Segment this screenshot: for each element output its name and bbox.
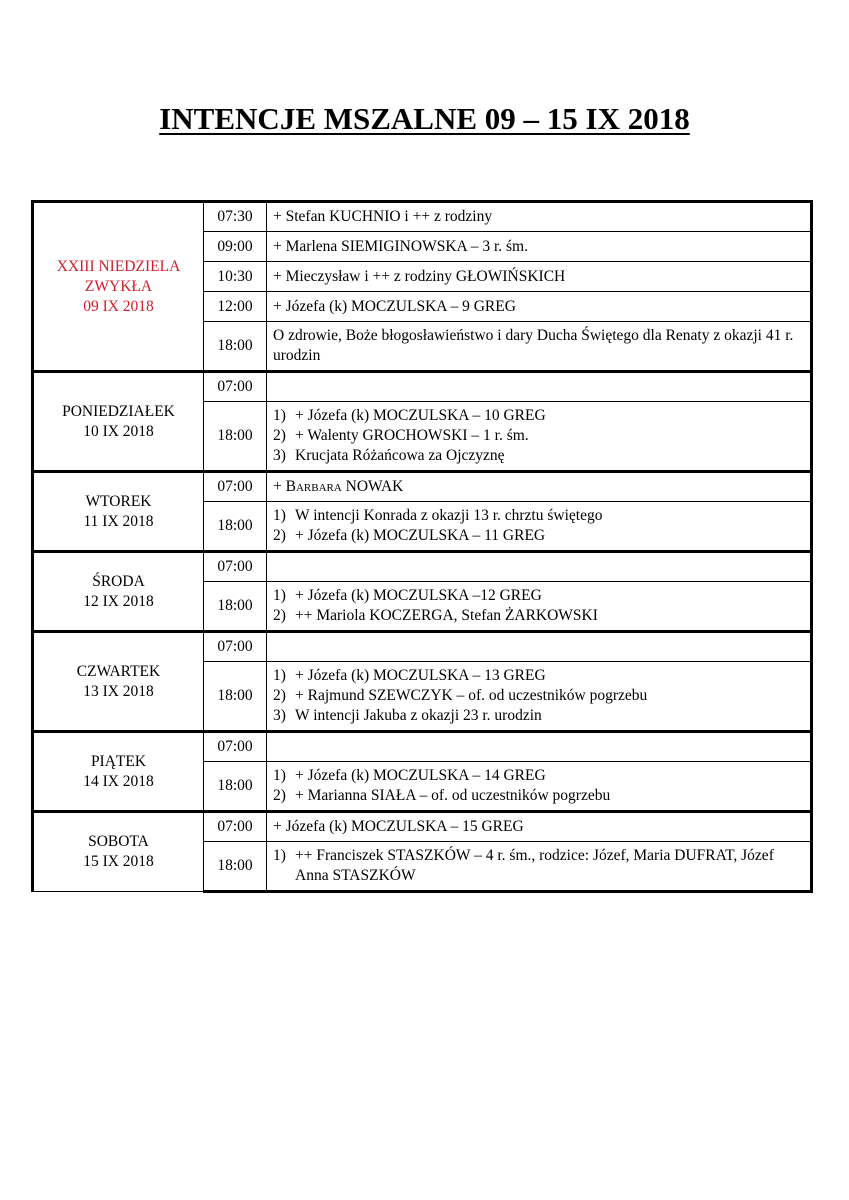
mass-intention: O zdrowie, Boże błogosławieństwo i dary Ducha Świętego dla Renaty z okazji 41 r. urodzin: [267, 322, 812, 372]
intention-item: [273, 446, 805, 466]
item-text: W intencji Konrada z okazji 13 r. chrztu świętego: [295, 507, 603, 524]
day-name: PONIEDZIAŁEK: [62, 402, 175, 420]
mass-row: [33, 812, 812, 842]
mass-time: 18:00: [204, 662, 267, 732]
mass-intention: + Marlena SIEMIGINOWSKA – 3 r. śm.: [267, 232, 812, 262]
mass-time: 07:00: [204, 372, 267, 402]
mass-intention-list: [267, 582, 812, 632]
day-date: 12 IX 2018: [83, 592, 154, 610]
mass-row: [33, 372, 812, 402]
item-text: + Józefa (k) MOCZULSKA – 11 GREG: [295, 527, 546, 544]
day-name: ŚRODA: [92, 572, 145, 590]
day-date: 10 IX 2018: [83, 422, 154, 440]
day-cell-tuesday: [33, 472, 204, 552]
item-number: 1): [273, 507, 286, 524]
mass-intention-list: [267, 402, 812, 472]
mass-time: 07:00: [204, 732, 267, 762]
mass-row: [33, 472, 812, 502]
mass-time: 07:00: [204, 632, 267, 662]
intention-item: [273, 526, 805, 546]
day-name: SOBOTA: [88, 833, 149, 850]
day-name-line: ZWYKŁA: [84, 277, 153, 295]
mass-intention-list: [267, 662, 812, 732]
item-text: + Józefa (k) MOCZULSKA – 14 GREG: [295, 767, 546, 784]
mass-time: 07:00: [204, 812, 267, 842]
item-number: 1): [273, 407, 286, 424]
item-text: + Marianna SIAŁA – of. od uczestników pogrzebu: [295, 787, 611, 804]
mass-row: [33, 552, 812, 582]
day-name: PIĄTEK: [90, 752, 147, 770]
mass-time: 18:00: [204, 762, 267, 812]
intention-item: [273, 406, 805, 426]
item-number: 2): [273, 687, 286, 704]
item-number: 3): [273, 447, 286, 464]
intention-item: [273, 426, 805, 446]
intention-item: [273, 786, 805, 806]
intention-item: [273, 766, 805, 786]
mass-intention-list: [267, 502, 812, 552]
mass-intention: [267, 372, 812, 402]
intention-item: [273, 706, 805, 726]
day-cell-monday: [33, 372, 204, 472]
day-cell-friday: [33, 732, 204, 812]
mass-intention: [267, 472, 812, 502]
item-number: 1): [273, 847, 286, 864]
item-text: + Józefa (k) MOCZULSKA – 10 GREG: [295, 407, 546, 424]
day-cell-wednesday: [33, 552, 204, 632]
mass-time: 18:00: [204, 322, 267, 372]
page-title: [0, 101, 849, 137]
intentions-table: [31, 200, 813, 893]
item-number: 3): [273, 707, 286, 724]
item-number: 2): [273, 527, 286, 544]
day-name: CZWARTEK: [76, 662, 161, 680]
item-text: ++ Mariola KOCZERGA, Stefan ŻARKOWSKI: [295, 607, 598, 624]
day-date: 14 IX 2018: [83, 772, 154, 790]
mass-intention: [267, 732, 812, 762]
day-name-line: XXIII NIEDZIELA: [56, 257, 181, 275]
item-text: + Rajmund SZEWCZYK – of. od uczestników pogrzebu: [295, 687, 648, 704]
mass-time: 18:00: [204, 402, 267, 472]
mass-time: 18:00: [204, 582, 267, 632]
mass-time: 12:00: [204, 292, 267, 322]
mass-time: 18:00: [204, 502, 267, 552]
day-date: 15 IX 2018: [83, 853, 154, 870]
item-number: 1): [273, 587, 286, 604]
intention-item: [273, 666, 805, 686]
item-text: W intencji Jakuba z okazji 23 r. urodzin: [295, 707, 542, 724]
mass-row: [33, 732, 812, 762]
item-number: 1): [273, 767, 286, 784]
item-text: + Walenty GROCHOWSKI – 1 r. śm.: [295, 427, 529, 444]
mass-intention-list: [267, 762, 812, 812]
intention-item: [273, 506, 805, 526]
intention-item: [273, 606, 805, 626]
item-number: 2): [273, 607, 286, 624]
mass-row: [33, 202, 812, 232]
mass-time: 07:00: [204, 552, 267, 582]
day-name: WTOREK: [85, 492, 152, 510]
day-date: 11 IX 2018: [83, 512, 154, 530]
mass-time: 07:00: [204, 472, 267, 502]
intention-text: + Barbara NOWAK: [273, 478, 404, 495]
item-text: ++ Franciszek STASZKÓW – 4 r. śm., rodzice: Józef, Maria DUFRAT, Józef Anna STASZKÓW: [295, 847, 774, 884]
day-cell-sunday: [33, 202, 204, 372]
intention-item: [273, 846, 805, 886]
item-number: 2): [273, 427, 286, 444]
mass-time: 18:00: [204, 842, 267, 892]
day-date: 09 IX 2018: [83, 297, 154, 315]
intention-item: [273, 686, 805, 706]
item-text: + Józefa (k) MOCZULSKA – 13 GREG: [295, 667, 546, 684]
mass-intention: [267, 632, 812, 662]
mass-intention: + Stefan KUCHNIO i ++ z rodziny: [267, 202, 812, 232]
item-text: Krucjata Różańcowa za Ojczyznę: [295, 447, 505, 464]
mass-intention-list: [267, 842, 812, 892]
mass-intention: + Józefa (k) MOCZULSKA – 9 GREG: [267, 292, 812, 322]
day-cell-saturday: [33, 812, 204, 892]
mass-intention: [267, 552, 812, 582]
item-text: + Józefa (k) MOCZULSKA –12 GREG: [295, 587, 542, 604]
day-cell-thursday: [33, 632, 204, 732]
intention-item: [273, 586, 805, 606]
page-title-text: INTENCJE MSZALNE 09 – 15 IX 2018: [159, 100, 690, 136]
mass-time: 09:00: [204, 232, 267, 262]
mass-intention: + Józefa (k) MOCZULSKA – 15 GREG: [267, 812, 812, 842]
mass-time: 07:30: [204, 202, 267, 232]
mass-row: [33, 632, 812, 662]
mass-time: 10:30: [204, 262, 267, 292]
mass-intention: + Mieczysław i ++ z rodziny GŁOWIŃSKICH: [267, 262, 812, 292]
day-date: 13 IX 2018: [83, 682, 154, 700]
item-number: 2): [273, 787, 286, 804]
item-number: 1): [273, 667, 286, 684]
